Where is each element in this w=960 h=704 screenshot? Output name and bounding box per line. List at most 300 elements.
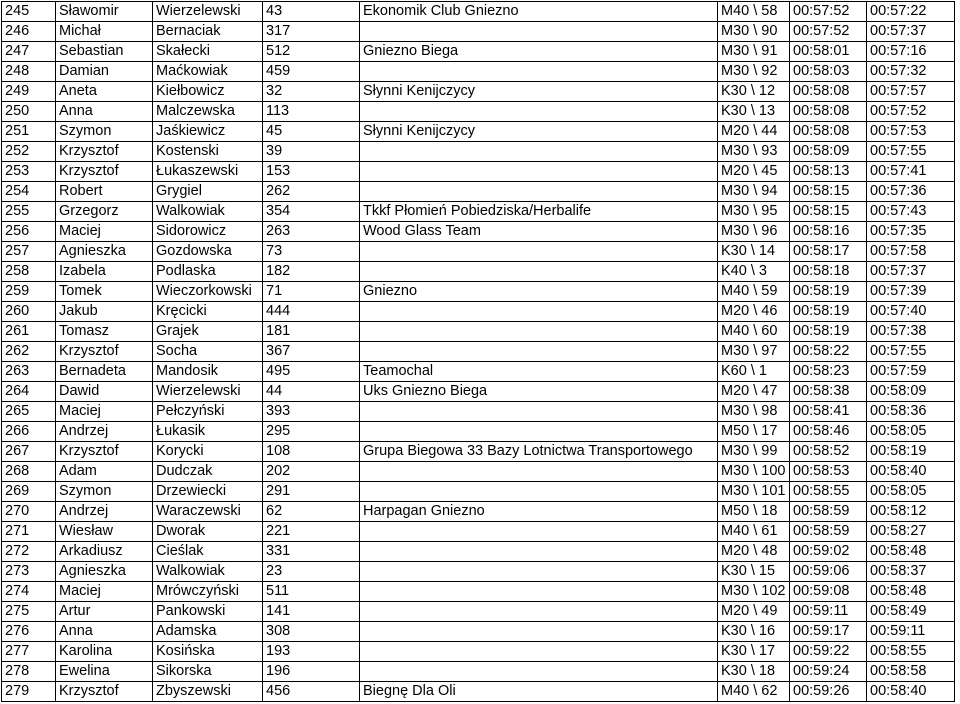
place-cell: 263 [2, 362, 56, 382]
table-row [2, 102, 955, 122]
place-cell: 258 [2, 262, 56, 282]
table-row [2, 122, 955, 142]
club-cell [360, 662, 718, 682]
gun-time-cell: 00:58:19 [790, 282, 867, 302]
first-name-cell: Maciej [56, 222, 153, 242]
gun-time-cell: 00:58:15 [790, 202, 867, 222]
club-cell [360, 302, 718, 322]
first-name-cell: Jakub [56, 302, 153, 322]
club-cell [360, 422, 718, 442]
net-time-cell: 00:57:32 [867, 62, 955, 82]
category-cell: M30 \ 94 [718, 182, 790, 202]
table-row [2, 522, 955, 542]
table-row [2, 362, 955, 382]
gun-time-cell: 00:57:52 [790, 22, 867, 42]
net-time-cell: 00:58:40 [867, 682, 955, 702]
net-time-cell: 00:58:05 [867, 482, 955, 502]
gun-time-cell: 00:59:26 [790, 682, 867, 702]
gun-time-cell: 00:58:22 [790, 342, 867, 362]
net-time-cell: 00:58:48 [867, 542, 955, 562]
club-cell: Gniezno Biega [360, 42, 718, 62]
place-cell: 256 [2, 222, 56, 242]
last-name-cell: Gozdowska [153, 242, 263, 262]
category-cell: K30 \ 13 [718, 102, 790, 122]
net-time-cell: 00:57:41 [867, 162, 955, 182]
bib-number-cell: 456 [263, 682, 360, 702]
first-name-cell: Anna [56, 102, 153, 122]
category-cell: M20 \ 45 [718, 162, 790, 182]
first-name-cell: Krzysztof [56, 162, 153, 182]
category-cell: M40 \ 60 [718, 322, 790, 342]
bib-number-cell: 73 [263, 242, 360, 262]
table-row [2, 242, 955, 262]
table-row [2, 162, 955, 182]
net-time-cell: 00:57:37 [867, 22, 955, 42]
club-cell [360, 102, 718, 122]
table-row [2, 402, 955, 422]
net-time-cell: 00:58:58 [867, 662, 955, 682]
club-cell [360, 402, 718, 422]
category-cell: K30 \ 17 [718, 642, 790, 662]
club-cell [360, 162, 718, 182]
first-name-cell: Izabela [56, 262, 153, 282]
gun-time-cell: 00:58:03 [790, 62, 867, 82]
club-cell: Wood Glass Team [360, 222, 718, 242]
table-row [2, 22, 955, 42]
category-cell: K40 \ 3 [718, 262, 790, 282]
bib-number-cell: 367 [263, 342, 360, 362]
gun-time-cell: 00:58:59 [790, 502, 867, 522]
category-cell: M20 \ 48 [718, 542, 790, 562]
first-name-cell: Wiesław [56, 522, 153, 542]
club-cell [360, 542, 718, 562]
table-row [2, 2, 955, 22]
bib-number-cell: 308 [263, 622, 360, 642]
place-cell: 260 [2, 302, 56, 322]
table-row [2, 382, 955, 402]
first-name-cell: Anna [56, 622, 153, 642]
first-name-cell: Artur [56, 602, 153, 622]
first-name-cell: Agnieszka [56, 242, 153, 262]
club-cell [360, 62, 718, 82]
place-cell: 261 [2, 322, 56, 342]
category-cell: M30 \ 92 [718, 62, 790, 82]
first-name-cell: Sławomir [56, 2, 153, 22]
table-row [2, 682, 955, 702]
net-time-cell: 00:58:12 [867, 502, 955, 522]
category-cell: M40 \ 61 [718, 522, 790, 542]
net-time-cell: 00:57:58 [867, 242, 955, 262]
table-row [2, 542, 955, 562]
gun-time-cell: 00:58:23 [790, 362, 867, 382]
category-cell: K30 \ 18 [718, 662, 790, 682]
table-row [2, 222, 955, 242]
gun-time-cell: 00:59:24 [790, 662, 867, 682]
bib-number-cell: 39 [263, 142, 360, 162]
last-name-cell: Pełczyński [153, 402, 263, 422]
bib-number-cell: 459 [263, 62, 360, 82]
category-cell: M40 \ 59 [718, 282, 790, 302]
club-cell [360, 242, 718, 262]
last-name-cell: Korycki [153, 442, 263, 462]
gun-time-cell: 00:58:18 [790, 262, 867, 282]
last-name-cell: Łukasik [153, 422, 263, 442]
club-cell: Tkkf Płomień Pobiedziska/Herbalife [360, 202, 718, 222]
net-time-cell: 00:57:52 [867, 102, 955, 122]
net-time-cell: 00:57:55 [867, 342, 955, 362]
bib-number-cell: 317 [263, 22, 360, 42]
club-cell [360, 22, 718, 42]
gun-time-cell: 00:58:55 [790, 482, 867, 502]
first-name-cell: Robert [56, 182, 153, 202]
club-cell [360, 142, 718, 162]
bib-number-cell: 44 [263, 382, 360, 402]
club-cell: Gniezno [360, 282, 718, 302]
last-name-cell: Wierzelewski [153, 382, 263, 402]
gun-time-cell: 00:58:15 [790, 182, 867, 202]
last-name-cell: Kiełbowicz [153, 82, 263, 102]
bib-number-cell: 181 [263, 322, 360, 342]
bib-number-cell: 196 [263, 662, 360, 682]
bib-number-cell: 113 [263, 102, 360, 122]
gun-time-cell: 00:59:11 [790, 602, 867, 622]
bib-number-cell: 71 [263, 282, 360, 302]
category-cell: M30 \ 102 [718, 582, 790, 602]
category-cell: K30 \ 14 [718, 242, 790, 262]
club-cell [360, 562, 718, 582]
first-name-cell: Sebastian [56, 42, 153, 62]
place-cell: 262 [2, 342, 56, 362]
club-cell [360, 582, 718, 602]
bib-number-cell: 32 [263, 82, 360, 102]
net-time-cell: 00:58:05 [867, 422, 955, 442]
gun-time-cell: 00:58:17 [790, 242, 867, 262]
bib-number-cell: 354 [263, 202, 360, 222]
place-cell: 274 [2, 582, 56, 602]
club-cell: Teamochal [360, 362, 718, 382]
last-name-cell: Grygiel [153, 182, 263, 202]
place-cell: 266 [2, 422, 56, 442]
place-cell: 277 [2, 642, 56, 662]
place-cell: 264 [2, 382, 56, 402]
last-name-cell: Kręcicki [153, 302, 263, 322]
table-row [2, 602, 955, 622]
results-body [2, 2, 955, 702]
first-name-cell: Krzysztof [56, 442, 153, 462]
gun-time-cell: 00:59:17 [790, 622, 867, 642]
club-cell [360, 602, 718, 622]
bib-number-cell: 45 [263, 122, 360, 142]
place-cell: 265 [2, 402, 56, 422]
last-name-cell: Walkowiak [153, 202, 263, 222]
last-name-cell: Jaśkiewicz [153, 122, 263, 142]
club-cell: Ekonomik Club Gniezno [360, 2, 718, 22]
gun-time-cell: 00:59:02 [790, 542, 867, 562]
category-cell: M30 \ 95 [718, 202, 790, 222]
last-name-cell: Mrówczyński [153, 582, 263, 602]
net-time-cell: 00:57:59 [867, 362, 955, 382]
club-cell: Grupa Biegowa 33 Bazy Lotnictwa Transportowego [360, 442, 718, 462]
category-cell: K30 \ 16 [718, 622, 790, 642]
club-cell: Uks Gniezno Biega [360, 382, 718, 402]
table-row [2, 482, 955, 502]
bib-number-cell: 495 [263, 362, 360, 382]
table-row [2, 202, 955, 222]
gun-time-cell: 00:58:19 [790, 322, 867, 342]
table-row [2, 642, 955, 662]
place-cell: 267 [2, 442, 56, 462]
place-cell: 272 [2, 542, 56, 562]
place-cell: 247 [2, 42, 56, 62]
gun-time-cell: 00:57:52 [790, 2, 867, 22]
category-cell: K30 \ 12 [718, 82, 790, 102]
results-table [1, 1, 955, 702]
bib-number-cell: 108 [263, 442, 360, 462]
net-time-cell: 00:57:35 [867, 222, 955, 242]
last-name-cell: Malczewska [153, 102, 263, 122]
category-cell: M20 \ 44 [718, 122, 790, 142]
place-cell: 254 [2, 182, 56, 202]
gun-time-cell: 00:58:08 [790, 82, 867, 102]
bib-number-cell: 291 [263, 482, 360, 502]
category-cell: M30 \ 101 [718, 482, 790, 502]
gun-time-cell: 00:59:06 [790, 562, 867, 582]
last-name-cell: Dworak [153, 522, 263, 542]
category-cell: M20 \ 47 [718, 382, 790, 402]
first-name-cell: Maciej [56, 402, 153, 422]
table-row [2, 342, 955, 362]
gun-time-cell: 00:58:59 [790, 522, 867, 542]
club-cell [360, 482, 718, 502]
table-row [2, 142, 955, 162]
first-name-cell: Andrzej [56, 422, 153, 442]
first-name-cell: Tomasz [56, 322, 153, 342]
first-name-cell: Maciej [56, 582, 153, 602]
place-cell: 255 [2, 202, 56, 222]
net-time-cell: 00:57:37 [867, 262, 955, 282]
category-cell: M30 \ 93 [718, 142, 790, 162]
net-time-cell: 00:57:22 [867, 2, 955, 22]
club-cell: Biegnę Dla Oli [360, 682, 718, 702]
bib-number-cell: 393 [263, 402, 360, 422]
place-cell: 245 [2, 2, 56, 22]
first-name-cell: Dawid [56, 382, 153, 402]
first-name-cell: Andrzej [56, 502, 153, 522]
first-name-cell: Bernadeta [56, 362, 153, 382]
place-cell: 279 [2, 682, 56, 702]
place-cell: 253 [2, 162, 56, 182]
bib-number-cell: 511 [263, 582, 360, 602]
gun-time-cell: 00:58:13 [790, 162, 867, 182]
last-name-cell: Sikorska [153, 662, 263, 682]
place-cell: 250 [2, 102, 56, 122]
net-time-cell: 00:57:40 [867, 302, 955, 322]
category-cell: M50 \ 18 [718, 502, 790, 522]
first-name-cell: Aneta [56, 82, 153, 102]
table-row [2, 302, 955, 322]
place-cell: 273 [2, 562, 56, 582]
last-name-cell: Socha [153, 342, 263, 362]
category-cell: K30 \ 15 [718, 562, 790, 582]
gun-time-cell: 00:58:41 [790, 402, 867, 422]
place-cell: 251 [2, 122, 56, 142]
net-time-cell: 00:58:48 [867, 582, 955, 602]
gun-time-cell: 00:58:08 [790, 102, 867, 122]
first-name-cell: Krzysztof [56, 342, 153, 362]
gun-time-cell: 00:58:01 [790, 42, 867, 62]
net-time-cell: 00:57:39 [867, 282, 955, 302]
last-name-cell: Bernaciak [153, 22, 263, 42]
category-cell: M40 \ 62 [718, 682, 790, 702]
first-name-cell: Szymon [56, 482, 153, 502]
club-cell [360, 342, 718, 362]
first-name-cell: Michał [56, 22, 153, 42]
table-row [2, 42, 955, 62]
gun-time-cell: 00:59:22 [790, 642, 867, 662]
gun-time-cell: 00:58:46 [790, 422, 867, 442]
table-row [2, 262, 955, 282]
gun-time-cell: 00:58:09 [790, 142, 867, 162]
net-time-cell: 00:58:37 [867, 562, 955, 582]
bib-number-cell: 512 [263, 42, 360, 62]
last-name-cell: Maćkowiak [153, 62, 263, 82]
club-cell: Harpagan Gniezno [360, 502, 718, 522]
category-cell: M20 \ 46 [718, 302, 790, 322]
table-row [2, 462, 955, 482]
table-row [2, 442, 955, 462]
bib-number-cell: 331 [263, 542, 360, 562]
place-cell: 257 [2, 242, 56, 262]
last-name-cell: Zbyszewski [153, 682, 263, 702]
bib-number-cell: 263 [263, 222, 360, 242]
category-cell: M40 \ 58 [718, 2, 790, 22]
bib-number-cell: 295 [263, 422, 360, 442]
place-cell: 259 [2, 282, 56, 302]
net-time-cell: 00:59:11 [867, 622, 955, 642]
club-cell [360, 262, 718, 282]
bib-number-cell: 444 [263, 302, 360, 322]
category-cell: M30 \ 99 [718, 442, 790, 462]
category-cell: M30 \ 98 [718, 402, 790, 422]
table-row [2, 82, 955, 102]
last-name-cell: Waraczewski [153, 502, 263, 522]
table-row [2, 622, 955, 642]
net-time-cell: 00:57:43 [867, 202, 955, 222]
last-name-cell: Łukaszewski [153, 162, 263, 182]
category-cell: M30 \ 97 [718, 342, 790, 362]
first-name-cell: Szymon [56, 122, 153, 142]
net-time-cell: 00:57:38 [867, 322, 955, 342]
category-cell: M30 \ 90 [718, 22, 790, 42]
first-name-cell: Arkadiusz [56, 542, 153, 562]
gun-time-cell: 00:58:53 [790, 462, 867, 482]
last-name-cell: Podlaska [153, 262, 263, 282]
last-name-cell: Wierzelewski [153, 2, 263, 22]
place-cell: 268 [2, 462, 56, 482]
category-cell: M20 \ 49 [718, 602, 790, 622]
last-name-cell: Wieczorkowski [153, 282, 263, 302]
place-cell: 269 [2, 482, 56, 502]
gun-time-cell: 00:59:08 [790, 582, 867, 602]
club-cell [360, 462, 718, 482]
place-cell: 248 [2, 62, 56, 82]
last-name-cell: Drzewiecki [153, 482, 263, 502]
gun-time-cell: 00:58:16 [790, 222, 867, 242]
table-row [2, 182, 955, 202]
first-name-cell: Grzegorz [56, 202, 153, 222]
last-name-cell: Skałecki [153, 42, 263, 62]
net-time-cell: 00:57:57 [867, 82, 955, 102]
bib-number-cell: 62 [263, 502, 360, 522]
first-name-cell: Krzysztof [56, 142, 153, 162]
gun-time-cell: 00:58:08 [790, 122, 867, 142]
net-time-cell: 00:58:09 [867, 382, 955, 402]
category-cell: M50 \ 17 [718, 422, 790, 442]
bib-number-cell: 153 [263, 162, 360, 182]
club-cell: Słynni Kenijczycy [360, 82, 718, 102]
first-name-cell: Adam [56, 462, 153, 482]
place-cell: 270 [2, 502, 56, 522]
last-name-cell: Grajek [153, 322, 263, 342]
table-row [2, 562, 955, 582]
first-name-cell: Tomek [56, 282, 153, 302]
net-time-cell: 00:58:49 [867, 602, 955, 622]
table-row [2, 582, 955, 602]
last-name-cell: Kostenski [153, 142, 263, 162]
club-cell [360, 622, 718, 642]
last-name-cell: Cieślak [153, 542, 263, 562]
first-name-cell: Agnieszka [56, 562, 153, 582]
place-cell: 249 [2, 82, 56, 102]
gun-time-cell: 00:58:19 [790, 302, 867, 322]
bib-number-cell: 193 [263, 642, 360, 662]
table-row [2, 662, 955, 682]
place-cell: 278 [2, 662, 56, 682]
category-cell: M30 \ 91 [718, 42, 790, 62]
net-time-cell: 00:57:53 [867, 122, 955, 142]
net-time-cell: 00:58:40 [867, 462, 955, 482]
place-cell: 276 [2, 622, 56, 642]
club-cell [360, 322, 718, 342]
table-row [2, 502, 955, 522]
last-name-cell: Kosińska [153, 642, 263, 662]
bib-number-cell: 262 [263, 182, 360, 202]
club-cell [360, 642, 718, 662]
net-time-cell: 00:58:19 [867, 442, 955, 462]
last-name-cell: Adamska [153, 622, 263, 642]
net-time-cell: 00:58:36 [867, 402, 955, 422]
gun-time-cell: 00:58:52 [790, 442, 867, 462]
net-time-cell: 00:57:36 [867, 182, 955, 202]
net-time-cell: 00:58:55 [867, 642, 955, 662]
club-cell: Słynni Kenijczycy [360, 122, 718, 142]
table-row [2, 62, 955, 82]
net-time-cell: 00:57:55 [867, 142, 955, 162]
place-cell: 275 [2, 602, 56, 622]
place-cell: 246 [2, 22, 56, 42]
first-name-cell: Ewelina [56, 662, 153, 682]
place-cell: 252 [2, 142, 56, 162]
last-name-cell: Pankowski [153, 602, 263, 622]
club-cell [360, 522, 718, 542]
category-cell: M30 \ 96 [718, 222, 790, 242]
first-name-cell: Karolina [56, 642, 153, 662]
table-row [2, 422, 955, 442]
bib-number-cell: 43 [263, 2, 360, 22]
bib-number-cell: 182 [263, 262, 360, 282]
category-cell: M30 \ 100 [718, 462, 790, 482]
first-name-cell: Damian [56, 62, 153, 82]
